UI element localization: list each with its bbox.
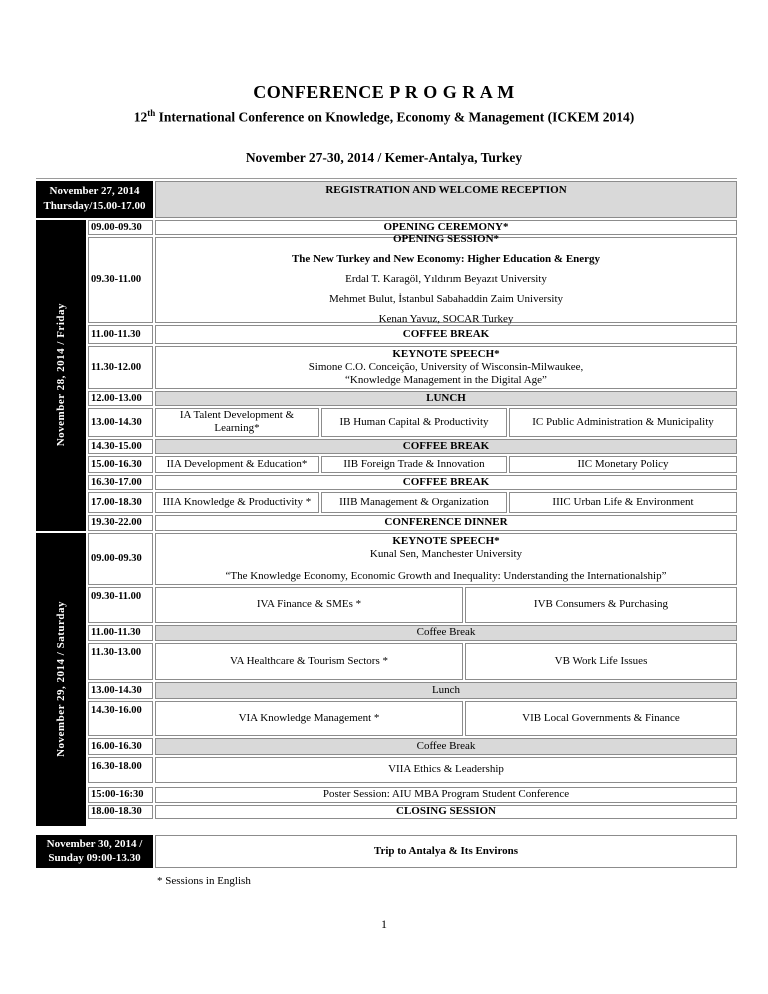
friday-section — [36, 220, 737, 531]
time-cell: 11.00-11.30 — [88, 325, 153, 344]
opening-ceremony-cell: OPENING CEREMONY* — [155, 220, 737, 235]
session-cell: IIC Monetary Policy — [509, 456, 737, 473]
time-cell: 14.30-15.00 — [88, 439, 153, 454]
saturday-day-label: November 29, 2014 / Saturday — [55, 601, 67, 757]
schedule-row — [88, 439, 737, 454]
session-cell: IIB Foreign Trade & Innovation — [321, 456, 507, 473]
sunday-date-cell — [36, 835, 153, 868]
schedule-row — [88, 533, 737, 585]
schedule-row — [88, 456, 737, 473]
coffee-break-cell: COFFEE BREAK — [155, 439, 737, 454]
schedule-row — [88, 787, 737, 803]
session-cell: IIA Development & Education* — [155, 456, 319, 473]
poster-session-cell: Poster Session: AIU MBA Program Student Conference — [155, 787, 737, 803]
conference-title: CONFERENCE P R O G R A M — [253, 82, 515, 102]
schedule-row — [88, 492, 737, 513]
session-cell: VIA Knowledge Management * — [155, 701, 463, 736]
thursday-row — [36, 181, 737, 218]
time-cell: 09.00-09.30 — [88, 533, 153, 585]
time-cell: 12.00-13.00 — [88, 391, 153, 406]
lunch-cell: LUNCH — [155, 391, 737, 406]
time-cell: 11.30-12.00 — [88, 346, 153, 389]
conference-dinner-cell: CONFERENCE DINNER — [155, 515, 737, 531]
schedule-row — [88, 515, 737, 531]
schedule-row — [88, 325, 737, 344]
conference-dates: November 27-30, 2014 / Kemer-Antalya, Turkey — [245, 149, 523, 165]
speaker: Erdal T. Karagöl, Yıldırım Beyazıt University — [345, 273, 547, 285]
sessions-footnote: * Sessions in English — [157, 874, 251, 887]
coffee-break-cell: Coffee Break — [155, 625, 737, 641]
session-cell: IIIA Knowledge & Productivity * — [155, 492, 319, 513]
keynote-speaker: Simone C.O. Conceição, University of Wisconsin-Milwaukee, — [308, 360, 584, 373]
schedule-row — [88, 391, 737, 406]
time-cell: 17.00-18.30 — [88, 492, 153, 513]
keynote-title: KEYNOTE SPEECH* — [392, 534, 500, 547]
registration-cell: REGISTRATION AND WELCOME RECEPTION — [155, 181, 737, 218]
coffee-break-cell: Coffee Break — [155, 738, 737, 755]
time-cell: 19.30-22.00 — [88, 515, 153, 531]
session-cell: IIIB Management & Organization — [321, 492, 507, 513]
time-cell: 13.00-14.30 — [88, 682, 153, 699]
sunday-date: November 30, 2014 / — [46, 838, 143, 850]
coffee-break-cell: COFFEE BREAK — [155, 325, 737, 344]
saturday-section — [36, 533, 737, 826]
keynote-title: KEYNOTE SPEECH* — [392, 347, 500, 360]
session-cell: IC Public Administration & Municipality — [509, 408, 737, 437]
session-cell: VB Work Life Issues — [465, 643, 737, 680]
speaker: Mehmet Bulut, İstanbul Sabahaddin Zaim University — [328, 293, 564, 305]
schedule-row — [88, 738, 737, 755]
time-cell: 09.00-09.30 — [88, 220, 153, 235]
session-cell: IIIC Urban Life & Environment — [509, 492, 737, 513]
document-header — [0, 0, 768, 166]
session-topic: The New Turkey and New Economy: Higher Education & Energy — [291, 253, 601, 265]
schedule-row — [88, 475, 737, 490]
thursday-time: Thursday/15.00-17.00 — [43, 200, 146, 212]
schedule-row — [88, 346, 737, 389]
time-cell: 16.30-18.00 — [88, 757, 153, 783]
session-cell: IB Human Capital & Productivity — [321, 408, 507, 437]
sunday-row — [36, 835, 737, 868]
schedule-row — [88, 643, 737, 680]
session-title: OPENING SESSION* — [392, 233, 500, 245]
schedule-row — [88, 233, 737, 325]
time-cell: 16.30-17.00 — [88, 475, 153, 490]
time-cell: 11.00-11.30 — [88, 625, 153, 641]
saturday-rows — [88, 533, 737, 826]
time-cell: 13.00-14.30 — [88, 408, 153, 437]
closing-session-cell: CLOSING SESSION — [155, 805, 737, 819]
schedule-row — [88, 408, 737, 437]
friday-day-bar — [36, 220, 86, 531]
time-cell: 16.00-16.30 — [88, 738, 153, 755]
time-cell: 09.30-11.00 — [88, 237, 153, 323]
time-cell: 15:00-16:30 — [88, 787, 153, 803]
session-cell: IVB Consumers & Purchasing — [465, 587, 737, 623]
subtitle-ordinal-suffix: th — [147, 108, 156, 118]
time-cell: 18.00-18.30 — [88, 805, 153, 819]
time-cell: 15.00-16.30 — [88, 456, 153, 473]
lunch-cell: Lunch — [155, 682, 737, 699]
sunday-time: Sunday 09:00-13.30 — [48, 852, 141, 864]
opening-session-cell — [155, 233, 737, 325]
thursday-date: November 27, 2014 — [49, 185, 140, 197]
program-table — [36, 178, 737, 826]
schedule-row — [88, 701, 737, 736]
time-cell: 09.30-11.00 — [88, 587, 153, 623]
keynote-cell — [155, 533, 737, 585]
session-cell: VA Healthcare & Tourism Sectors * — [155, 643, 463, 680]
friday-rows — [88, 220, 737, 531]
schedule-row — [88, 682, 737, 699]
page-number: 1 — [381, 917, 387, 931]
schedule-row — [88, 757, 737, 783]
speaker: Kenan Yavuz, SOCAR Turkey — [378, 313, 514, 325]
friday-day-label: November 28, 2014 / Friday — [55, 303, 67, 447]
session-cell: IA Talent Development & Learning* — [155, 408, 319, 437]
time-cell: 14.30-16.00 — [88, 701, 153, 736]
session-cell: VIIA Ethics & Leadership — [155, 757, 737, 783]
subtitle-number: 12 — [133, 109, 148, 125]
keynote-topic: “The Knowledge Economy, Economic Growth and Inequality: Understanding the Internationalship” — [225, 569, 667, 582]
schedule-row — [88, 805, 737, 819]
trip-cell: Trip to Antalya & Its Environs — [155, 835, 737, 868]
session-cell: VIB Local Governments & Finance — [465, 701, 737, 736]
keynote-cell — [155, 346, 737, 389]
schedule-row — [88, 587, 737, 623]
subtitle-text: International Conference on Knowledge, Economy & Management (ICKEM 2014) — [155, 109, 635, 125]
schedule-row — [88, 625, 737, 641]
conference-subtitle — [0, 108, 768, 126]
keynote-topic: “Knowledge Management in the Digital Age” — [345, 373, 547, 386]
time-cell: 11.30-13.00 — [88, 643, 153, 680]
coffee-break-cell: COFFEE BREAK — [155, 475, 737, 490]
thursday-date-cell — [36, 181, 153, 218]
keynote-speaker: Kunal Sen, Manchester University — [369, 547, 523, 560]
saturday-day-bar — [36, 533, 86, 826]
session-cell: IVA Finance & SMEs * — [155, 587, 463, 623]
